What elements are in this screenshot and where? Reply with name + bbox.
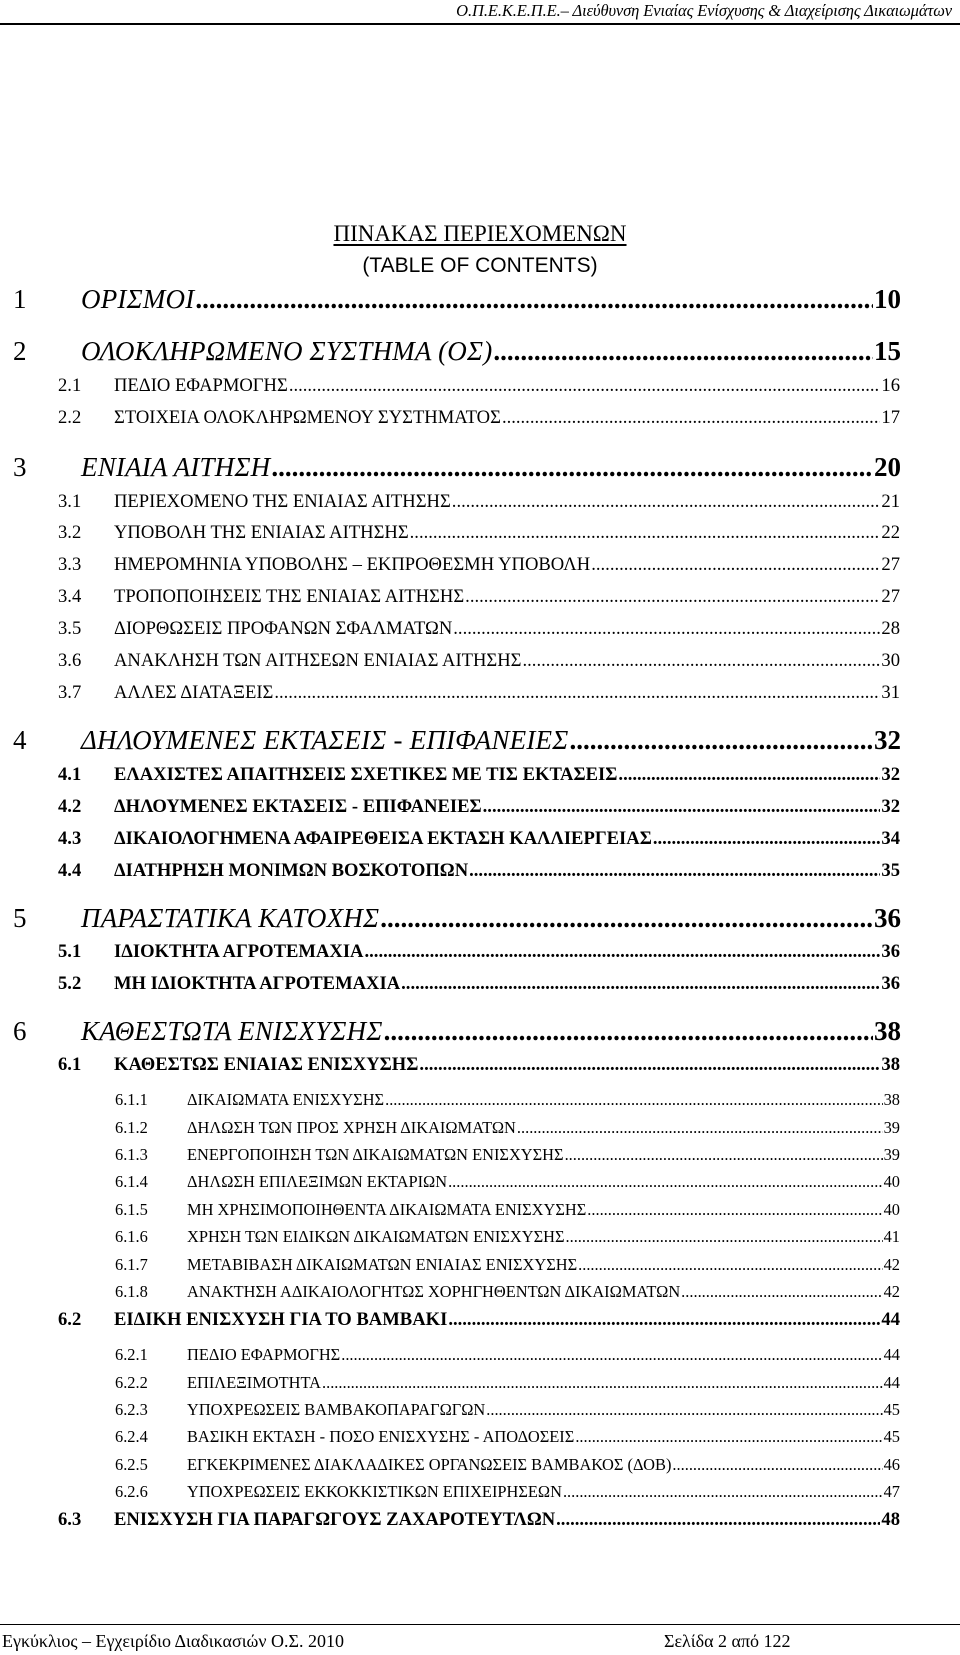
- toc-entry-6-1-1[interactable]: 6.1.1 ΔΙΚΑΙΩΜΑΤΑ ΕΝΙΣΧΥΣΗΣ ..... 38: [115, 1090, 900, 1110]
- toc-entry-6-2-3[interactable]: 6.2.3 ΥΠΟΧΡΕΩΣΕΙΣ ΒΑΜΒΑΚΟΠΑΡΑΓΩΓΩΝ ..... 45: [115, 1400, 900, 1420]
- toc-entry-5[interactable]: 5 ΠΑΡΑΣΤΑΤΙΚΑ ΚΑΤΟΧΗΣ ..... 36: [13, 903, 901, 934]
- toc-entry-4-1[interactable]: 4.1 ΕΛΑΧΙΣΤΕΣ ΑΠΑΙΤΗΣΕΙΣ ΣΧΕΤΙΚΕΣ ΜΕ ΤΙΣ ΕΚΤΑΣΕΙΣ ..... 32: [58, 764, 900, 786]
- toc-entry-3-6[interactable]: 3.6 ΑΝΑΚΛΗΣΗ ΤΩΝ ΑΙΤΗΣΕΩΝ ΕΝΙΑΙΑΣ ΑΙΤΗΣΗΣ ..... 30: [58, 650, 900, 672]
- toc-entry-6-1-5[interactable]: 6.1.5 ΜΗ ΧΡΗΣΙΜΟΠΟΙΗΘΕΝΤΑ ΔΙΚΑΙΩΜΑΤΑ ΕΝΙΣΧΥΣΗΣ ..... 40: [115, 1200, 900, 1220]
- toc-entry-3-7[interactable]: 3.7 ΑΛΛΕΣ ΔΙΑΤΑΞΕΙΣ ..... 31: [58, 682, 900, 704]
- footer-page-number: Σελίδα 2 από 122: [664, 1631, 791, 1651]
- toc-entry-6-2-4[interactable]: 6.2.4 ΒΑΣΙΚΗ ΕΚΤΑΣΗ - ΠΟΣΟ ΕΝΙΣΧΥΣΗΣ - ΑΠΟΔΟΣΕΙΣ ..... 45: [115, 1427, 900, 1447]
- toc-entry-6-1-8[interactable]: 6.1.8 ΑΝΑΚΤΗΣΗ ΑΔΙΚΑΙΟΛΟΓΗΤΩΣ ΧΟΡΗΓΗΘΕΝΤΩΝ ΔΙΚΑΙΩΜΑΤΩΝ ..... 42: [115, 1282, 900, 1302]
- toc-entry-6-1-7[interactable]: 6.1.7 ΜΕΤΑΒΙΒΑΣΗ ΔΙΚΑΙΩΜΑΤΩΝ ΕΝΙΑΙΑΣ ΕΝΙΣΧΥΣΗΣ ..... 42: [115, 1255, 900, 1275]
- toc-entry-2-2[interactable]: 2.2 ΣΤΟΙΧΕΙΑ ΟΛΟΚΛΗΡΩΜΕΝΟΥ ΣΥΣΤΗΜΑΤΟΣ ..... 17: [58, 407, 900, 429]
- footer-divider: [0, 1624, 960, 1625]
- toc-entry-6-1-2[interactable]: 6.1.2 ΔΗΛΩΣΗ ΤΩΝ ΠΡΟΣ ΧΡΗΣΗ ΔΙΚΑΙΩΜΑΤΩΝ ..... 39: [115, 1118, 900, 1138]
- toc-entry-2-1[interactable]: 2.1 ΠΕΔΙΟ ΕΦΑΡΜΟΓΗΣ ..... 16: [58, 375, 900, 397]
- toc-entry-5-1[interactable]: 5.1 ΙΔΙΟΚΤΗΤΑ ΑΓΡΟΤΕΜΑΧΙΑ ..... 36: [58, 941, 900, 963]
- toc-entry-3-3[interactable]: 3.3 ΗΜΕΡΟΜΗΝΙΑ ΥΠΟΒΟΛΗΣ – ΕΚΠΡΟΘΕΣΜΗ ΥΠΟΒΟΛΗ ..... 27: [58, 554, 900, 576]
- toc-title: ΠΙΝΑΚΑΣ ΠΕΡΙΕΧΟΜΕΝΩΝ: [333, 221, 627, 246]
- page-header: Ο.Π.Ε.Κ.Ε.Π.Ε.– Διεύθυνση Ενιαίας Ενίσχυσης & Διαχείρισης Δικαιωμάτων: [456, 1, 952, 20]
- toc-entry-4-2[interactable]: 4.2 ΔΗΛΟΥΜΕΝΕΣ ΕΚΤΑΣΕΙΣ - ΕΠΙΦΑΝΕΙΕΣ ..... 32: [58, 796, 900, 818]
- toc-entry-6-2-1[interactable]: 6.2.1 ΠΕΔΙΟ ΕΦΑΡΜΟΓΗΣ ..... 44: [115, 1345, 900, 1365]
- toc-entry-4-3[interactable]: 4.3 ΔΙΚΑΙΟΛΟΓΗΜΕΝΑ ΑΦΑΙΡΕΘΕΙΣΑ ΕΚΤΑΣΗ ΚΑΛΛΙΕΡΓΕΙΑΣ ..... 34: [58, 828, 900, 850]
- toc-entry-6-1[interactable]: 6.1 ΚΑΘΕΣΤΩΣ ΕΝΙΑΙΑΣ ΕΝΙΣΧΥΣΗΣ ..... 38: [58, 1054, 900, 1076]
- toc-entry-6-2-2[interactable]: 6.2.2 ΕΠΙΛΕΞΙΜΟΤΗΤΑ ..... 44: [115, 1373, 900, 1393]
- toc-entry-6-2-6[interactable]: 6.2.6 ΥΠΟΧΡΕΩΣΕΙΣ ΕΚΚΟΚΚΙΣΤΙΚΩΝ ΕΠΙΧΕΙΡΗΣΕΩΝ ..... 47: [115, 1482, 900, 1502]
- toc-entry-4-4[interactable]: 4.4 ΔΙΑΤΗΡΗΣΗ ΜΟΝΙΜΩΝ ΒΟΣΚΟΤΟΠΩΝ ..... 35: [58, 860, 900, 882]
- toc-entry-3[interactable]: 3 ΕΝΙΑΙΑ ΑΙΤΗΣΗ ..... 20: [13, 452, 901, 483]
- toc-subtitle: (TABLE OF CONTENTS): [362, 254, 598, 277]
- toc-entry-6-1-6[interactable]: 6.1.6 ΧΡΗΣΗ ΤΩΝ ΕΙΔΙΚΩΝ ΔΙΚΑΙΩΜΑΤΩΝ ΕΝΙΣΧΥΣΗΣ ..... 41: [115, 1227, 900, 1247]
- toc-entry-4[interactable]: 4 ΔΗΛΟΥΜΕΝΕΣ ΕΚΤΑΣΕΙΣ - ΕΠΙΦΑΝΕΙΕΣ ..... 32: [13, 725, 901, 756]
- toc-entry-6-1-3[interactable]: 6.1.3 ΕΝΕΡΓΟΠΟΙΗΣΗ ΤΩΝ ΔΙΚΑΙΩΜΑΤΩΝ ΕΝΙΣΧΥΣΗΣ ..... 39: [115, 1145, 900, 1165]
- toc-entry-5-2[interactable]: 5.2 ΜΗ ΙΔΙΟΚΤΗΤΑ ΑΓΡΟΤΕΜΑΧΙΑ ..... 36: [58, 973, 900, 995]
- toc-entry-3-4[interactable]: 3.4 ΤΡΟΠΟΠΟΙΗΣΕΙΣ ΤΗΣ ΕΝΙΑΙΑΣ ΑΙΤΗΣΗΣ ..... 27: [58, 586, 900, 608]
- toc-entry-6-1-4[interactable]: 6.1.4 ΔΗΛΩΣΗ ΕΠΙΛΕΞΙΜΩΝ ΕΚΤΑΡΙΩΝ ..... 40: [115, 1172, 900, 1192]
- footer-document-title: Εγκύκλιος – Εγχειρίδιο Διαδικασιών Ο.Σ. 2010: [2, 1631, 344, 1651]
- toc-entry-6-3[interactable]: 6.3 ΕΝΙΣΧΥΣΗ ΓΙΑ ΠΑΡΑΓΩΓΟΥΣ ΖΑΧΑΡΟΤΕΥΤΛΩΝ ..... 48: [58, 1509, 900, 1531]
- toc-entry-3-5[interactable]: 3.5 ΔΙΟΡΘΩΣΕΙΣ ΠΡΟΦΑΝΩΝ ΣΦΑΛΜΑΤΩΝ ..... 28: [58, 618, 900, 640]
- toc-entry-2[interactable]: 2 ΟΛΟΚΛΗΡΩΜΕΝΟ ΣΥΣΤΗΜΑ (ΟΣ) ..... 15: [13, 336, 901, 367]
- header-divider: [0, 23, 960, 25]
- toc-entry-3-2[interactable]: 3.2 ΥΠΟΒΟΛΗ ΤΗΣ ΕΝΙΑΙΑΣ ΑΙΤΗΣΗΣ ..... 22: [58, 522, 900, 544]
- toc-entry-6-2-5[interactable]: 6.2.5 ΕΓΚΕΚΡΙΜΕΝΕΣ ΔΙΑΚΛΑΔΙΚΕΣ ΟΡΓΑΝΩΣΕΙΣ ΒΑΜΒΑΚΟΣ (ΔΟΒ) ..... 46: [115, 1455, 900, 1475]
- toc-entry-6-2[interactable]: 6.2 ΕΙΔΙΚΗ ΕΝΙΣΧΥΣΗ ΓΙΑ ΤΟ ΒΑΜΒΑΚΙ ..... 44: [58, 1309, 900, 1331]
- toc-entry-3-1[interactable]: 3.1 ΠΕΡΙΕΧΟΜΕΝΟ ΤΗΣ ΕΝΙΑΙΑΣ ΑΙΤΗΣΗΣ ..... 21: [58, 491, 900, 513]
- toc-entry-1[interactable]: 1 ΟΡΙΣΜΟΙ ..... 10: [13, 284, 901, 315]
- toc-entry-6[interactable]: 6 ΚΑΘΕΣΤΩΤΑ ΕΝΙΣΧΥΣΗΣ ..... 38: [13, 1016, 901, 1047]
